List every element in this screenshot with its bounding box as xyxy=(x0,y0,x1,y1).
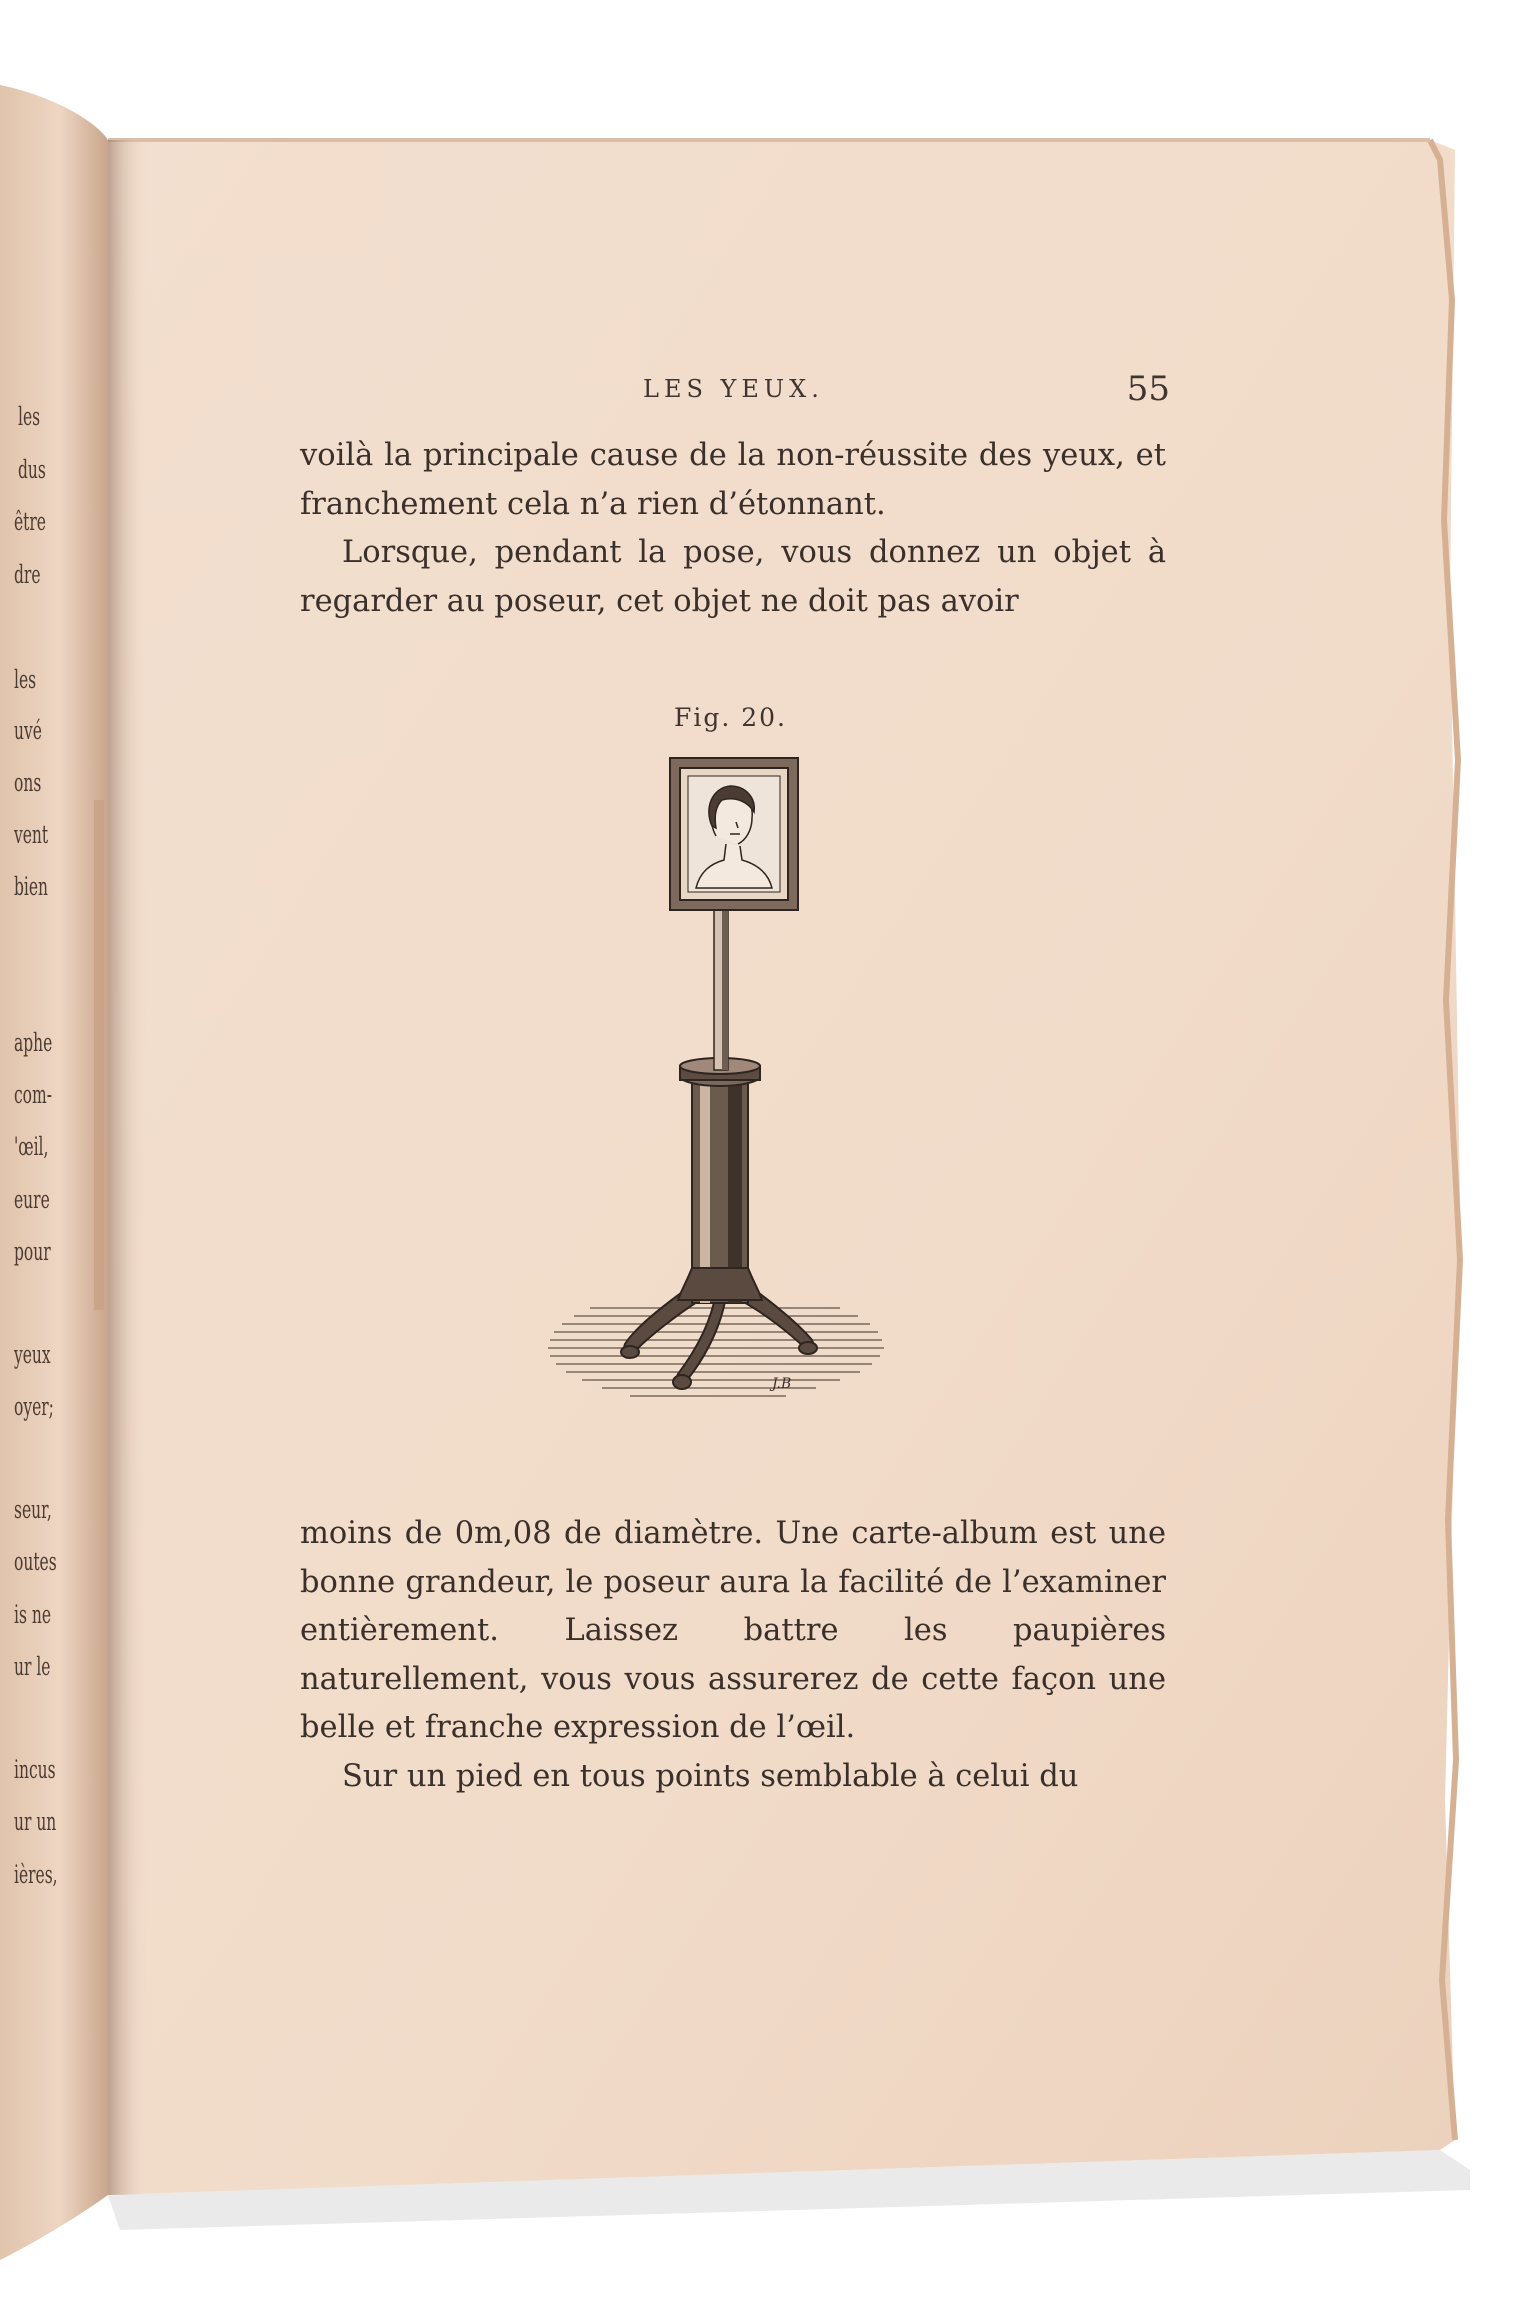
left-page-fragment: incus xyxy=(14,1755,56,1784)
rod xyxy=(714,910,728,1070)
left-page-fragment: com- xyxy=(14,1080,52,1109)
body-text-top xyxy=(300,432,1166,626)
page-header xyxy=(300,369,1170,425)
left-page-fragment: bien xyxy=(14,872,49,901)
paragraph: voilà la principale cause de la non-réussite des yeux, et franchement cela n’a rien d’étonnant. xyxy=(300,438,1166,522)
left-page-fragment: être xyxy=(14,507,46,536)
left-page-fragment: dus xyxy=(18,455,46,484)
left-page-fragment: les xyxy=(18,402,41,431)
figure-engraving-head-rest-stand xyxy=(540,748,900,1428)
left-page-fragment: les xyxy=(14,665,37,694)
left-page-fragment: 'œil, xyxy=(14,1132,49,1161)
gutter-shadow xyxy=(108,140,148,2195)
running-head: LES YEUX. xyxy=(643,375,824,403)
engraver-signature: J.B xyxy=(772,1376,792,1392)
left-page-fragment: uvé xyxy=(14,716,42,745)
left-page-fragment: eure xyxy=(14,1185,50,1214)
left-page-fragment: vent xyxy=(14,820,49,849)
left-page-fragment: outes xyxy=(14,1547,57,1576)
column xyxy=(678,1058,762,1303)
left-page-fragment: dre xyxy=(14,560,41,589)
left-page-fragment: aphe xyxy=(14,1028,53,1057)
left-page-fragment: ières, xyxy=(14,1860,58,1889)
page-number: 55 xyxy=(1126,369,1170,409)
left-page-fragment: ur un xyxy=(14,1807,57,1836)
left-page-fragment: oyer; xyxy=(14,1392,54,1421)
paragraph: Lorsque, pendant la pose, vous donnez un objet à regarder au poseur, cet objet ne doit pas avoir xyxy=(300,535,1166,619)
left-page-fragment: ur le xyxy=(14,1652,51,1681)
left-page-fragment: seur, xyxy=(14,1495,52,1524)
paragraph: moins de 0m,08 de diamètre. Une carte-album est une bonne grandeur, le poseur aura la facilité de l’examiner entièrement. Laissez battre les paupières naturellement, vous vous assurerez de cette façon une belle et franche expression de l’œil. xyxy=(300,1516,1166,1745)
left-page-fragment: is ne xyxy=(14,1600,51,1629)
left-page-edge xyxy=(94,800,104,1310)
paragraph: Sur un pied en tous points semblable à celui du xyxy=(342,1758,1079,1794)
body-text-bottom xyxy=(300,1510,1166,1801)
left-page-fragment: pour xyxy=(14,1237,51,1266)
left-page xyxy=(0,85,108,2260)
figure-caption: Fig. 20. xyxy=(674,703,787,732)
left-page-fragment: yeux xyxy=(14,1340,51,1369)
left-page-fragment: ons xyxy=(14,768,42,797)
